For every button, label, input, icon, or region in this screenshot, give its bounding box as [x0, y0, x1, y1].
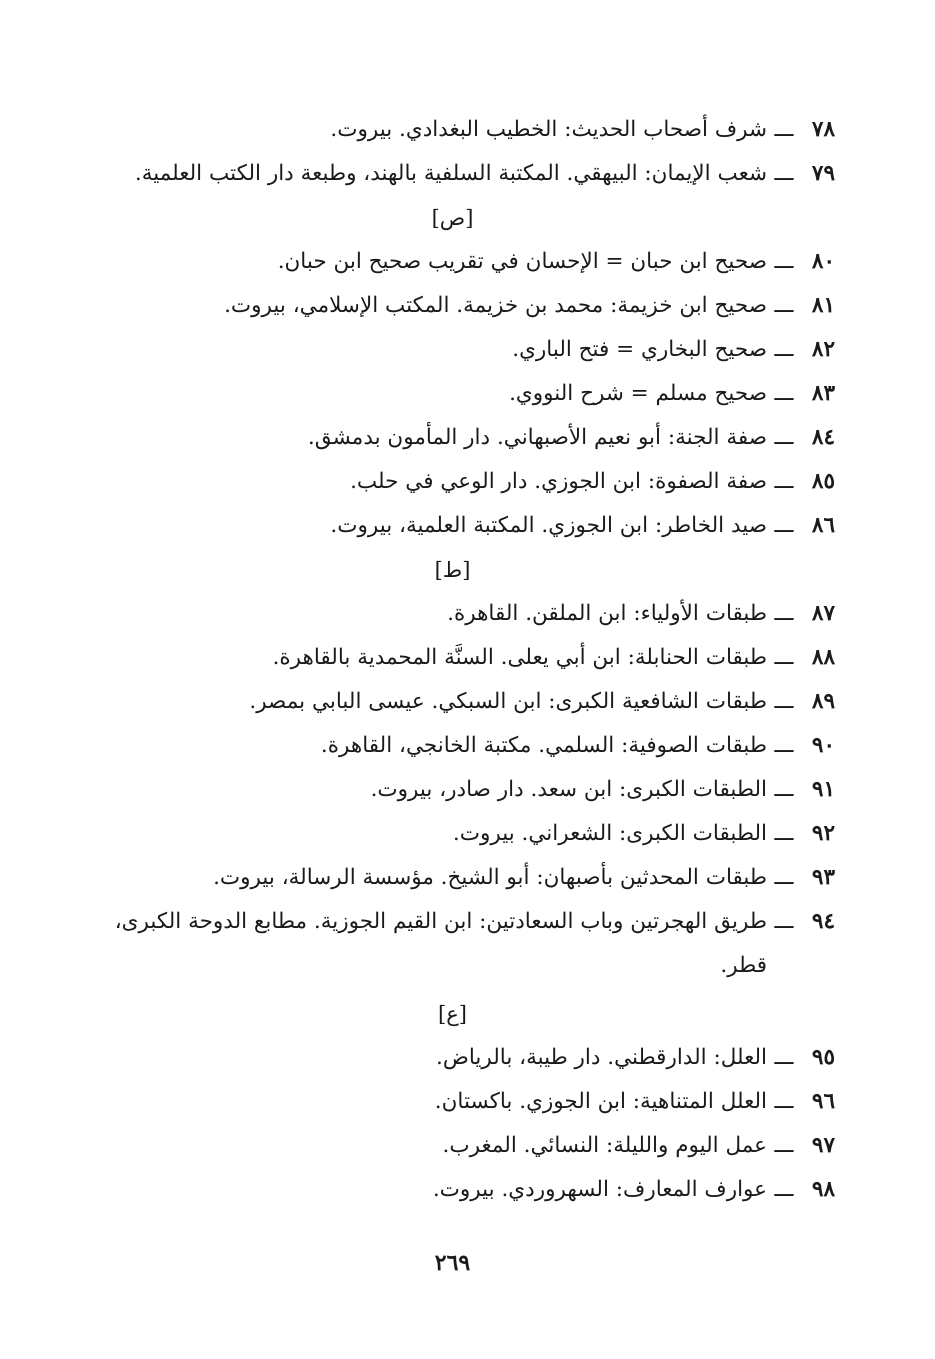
entry-number: ٩٨: [811, 1177, 835, 1202]
entry-83: [90, 372, 835, 416]
group-sh: [90, 108, 835, 196]
entry-dash: ـــ: [774, 469, 794, 494]
entry-dash: ـــ: [774, 645, 794, 670]
entry-dash: ـــ: [774, 777, 794, 802]
entry-number: ٩٧: [811, 1133, 835, 1158]
entry-number: ٩٥: [811, 1045, 835, 1070]
entry-text: شرف أصحاب الحديث: الخطيب البغدادي. بيروت.: [330, 117, 767, 142]
entry-dash: ـــ: [774, 249, 794, 274]
entry-text: صحيح ابن حبان = الإحسان في تقريب صحيح ابن حبان.: [277, 249, 767, 274]
entry-text: عوارف المعارف: السهروردي. بيروت.: [432, 1177, 767, 1202]
entry-number: ٩٤: [811, 909, 835, 934]
entry-text: العلل المتناهية: ابن الجوزي. باكستان.: [434, 1089, 767, 1114]
entry-78: [90, 108, 835, 152]
entry-number: ٨٢: [811, 337, 835, 362]
entry-text: شعب الإيمان: البيهقي. المكتبة السلفية بالهند، وطبعة دار الكتب العلمية.: [134, 161, 767, 186]
group-ta: [90, 592, 835, 988]
entry-text: صحيح ابن خزيمة: محمد بن خزيمة. المكتب الإسلامي، بيروت.: [224, 293, 767, 318]
entry-dash: ـــ: [774, 161, 794, 186]
entry-87: [90, 592, 835, 636]
entry-dash: ـــ: [774, 601, 794, 626]
group-sad: [90, 240, 835, 548]
entry-number: ٩٢: [811, 821, 835, 846]
entry-text: صحيح البخاري = فتح الباري.: [512, 337, 767, 362]
entry-86: [90, 504, 835, 548]
entry-number: ٨٠: [811, 249, 835, 274]
entry-number: ٨١: [811, 293, 835, 318]
entry-82: [90, 328, 835, 372]
entry-94: [90, 900, 835, 988]
entry-84: [90, 416, 835, 460]
entry-text: طبقات الصوفية: السلمي. مكتبة الخانجي، القاهرة.: [320, 733, 767, 758]
entry-dash: ـــ: [774, 1045, 794, 1070]
entry-text: صفة الصفوة: ابن الجوزي. دار الوعي في حلب.: [350, 469, 767, 494]
entry-96: [90, 1080, 835, 1124]
entry-number: ٨٥: [811, 469, 835, 494]
entry-89: [90, 680, 835, 724]
entry-dash: ـــ: [774, 1089, 794, 1114]
entry-dash: ـــ: [774, 821, 794, 846]
entry-98: [90, 1168, 835, 1212]
entry-text: طبقات المحدثين بأصبهان: أبو الشيخ. مؤسسة الرسالة، بيروت.: [213, 865, 767, 890]
entry-dash: ـــ: [774, 909, 794, 934]
entry-number: ٩١: [811, 777, 835, 802]
entry-85: [90, 460, 835, 504]
entry-text: صيد الخاطر: ابن الجوزي. المكتبة العلمية، بيروت.: [330, 513, 767, 538]
section-heading-ain: [ع]: [438, 1002, 467, 1026]
entry-dash: ـــ: [774, 1177, 794, 1202]
entry-text: طبقات الحنابلة: ابن أبي يعلى. السنَّة المحمدية بالقاهرة.: [272, 645, 767, 670]
entry-dash: ـــ: [774, 865, 794, 890]
entry-text: طبقات الشافعية الكبرى: ابن السبكي. عيسى البابي بمصر.: [249, 689, 767, 714]
entry-93: [90, 856, 835, 900]
entry-text: صحيح مسلم = شرح النووي.: [509, 381, 767, 406]
entry-dash: ـــ: [774, 117, 794, 142]
entry-dash: ـــ: [774, 733, 794, 758]
entry-number: ٨٦: [811, 513, 835, 538]
entry-97: [90, 1124, 835, 1168]
entry-91: [90, 768, 835, 812]
section-heading-sad: [ص]: [431, 206, 474, 230]
entry-text: صفة الجنة: أبو نعيم الأصبهاني. دار المأمون بدمشق.: [307, 425, 767, 450]
entry-number: ٩٦: [811, 1089, 835, 1114]
entry-88: [90, 636, 835, 680]
entry-90: [90, 724, 835, 768]
entry-92: [90, 812, 835, 856]
entry-number: ٨٨: [811, 645, 835, 670]
page-number: ٢٦٩: [434, 1250, 471, 1276]
entry-dash: ـــ: [774, 337, 794, 362]
entry-number: ٨٩: [811, 689, 835, 714]
entry-dash: ـــ: [774, 1133, 794, 1158]
entry-95: [90, 1036, 835, 1080]
entry-dash: ـــ: [774, 381, 794, 406]
entry-number: ٨٤: [811, 425, 835, 450]
entry-number: ٨٣: [811, 381, 835, 406]
entry-number: ٨٧: [811, 601, 835, 626]
entry-81: [90, 284, 835, 328]
entry-text: طريق الهجرتين وباب السعادتين: ابن القيم الجوزية. مطابع الدوحة الكبرى، قطر.: [114, 909, 767, 978]
entry-text: عمل اليوم والليلة: النسائي. المغرب.: [442, 1133, 767, 1158]
entry-text: الطبقات الكبرى: الشعراني. بيروت.: [452, 821, 767, 846]
entry-number: ٩٠: [811, 733, 835, 758]
entry-number: ٧٩: [811, 161, 835, 186]
section-heading-ta: [ط]: [434, 558, 471, 582]
entry-80: [90, 240, 835, 284]
entry-dash: ـــ: [774, 293, 794, 318]
entry-79: [90, 152, 835, 196]
entry-dash: ـــ: [774, 513, 794, 538]
group-ain: [90, 1036, 835, 1212]
entry-number: ٧٨: [811, 117, 835, 142]
entry-dash: ـــ: [774, 425, 794, 450]
entry-dash: ـــ: [774, 689, 794, 714]
entry-text: العلل: الدارقطني. دار طيبة، بالرياض.: [436, 1045, 767, 1070]
entry-text: الطبقات الكبرى: ابن سعد. دار صادر، بيروت.: [370, 777, 767, 802]
entry-text: طبقات الأولياء: ابن الملقن. القاهرة.: [447, 601, 767, 626]
entry-number: ٩٣: [811, 865, 835, 890]
